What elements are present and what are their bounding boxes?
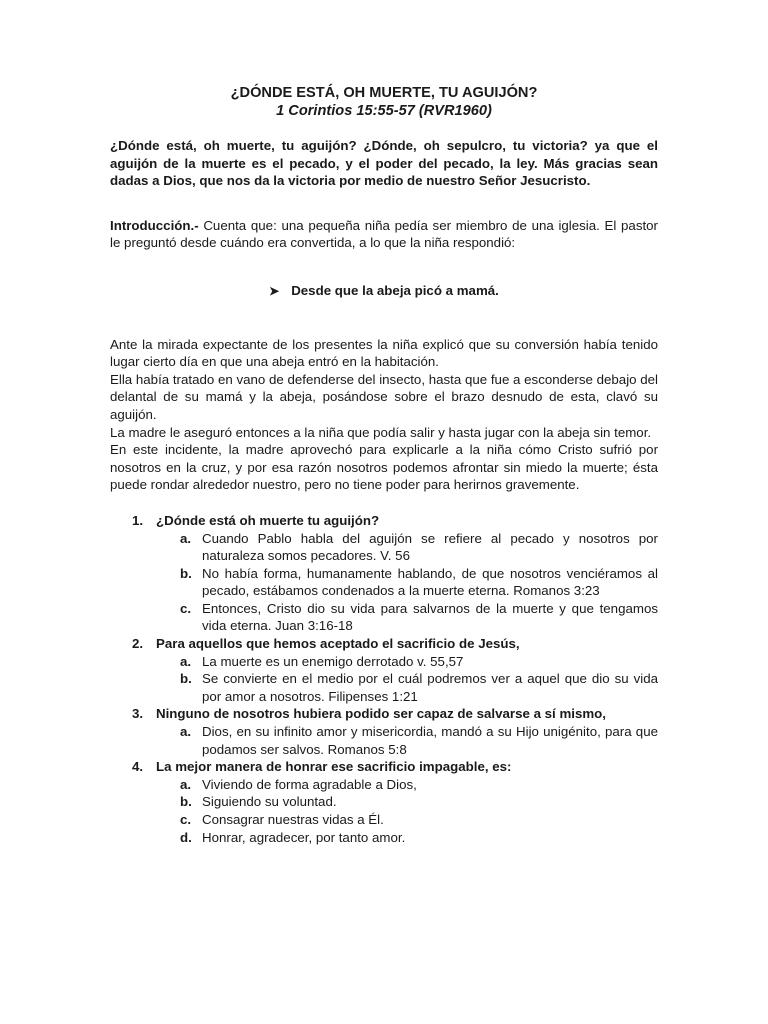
subpoint-text: Dios, en su infinito amor y misericordia, mandó a su Hijo unigénito, para que podamos ser salvos. Romanos 5:8: [202, 724, 658, 757]
subpoint-letter: a.: [180, 776, 192, 792]
subpoint-letter: a.: [180, 653, 192, 669]
outline-subpoint: [156, 670, 658, 705]
subpoint-text: Consagrar nuestras vidas a Él.: [202, 812, 384, 827]
outline-number: 2.: [132, 636, 144, 652]
scripture-verse: ¿Dónde está, oh muerte, tu aguijón? ¿Dónde, oh sepulcro, tu victoria? ya que el aguijón de la muerte es el pecado, y el poder del pecado, la ley. Más gracias sean dadas a Dios, que nos da la victoria por medio de nuestro Señor Jesucristo.: [110, 138, 658, 189]
outline-subpoints: [156, 530, 658, 636]
outline-number: 3.: [132, 706, 144, 722]
outline-subpoint: [156, 723, 658, 758]
outline-subpoint: [156, 811, 658, 829]
subpoint-text: La muerte es un enemigo derrotado v. 55,57: [202, 653, 464, 669]
subpoint-letter: a.: [180, 724, 192, 740]
outline-subpoint: [156, 565, 658, 600]
highlighted-quote: [110, 282, 658, 301]
document-body: [110, 84, 658, 846]
outline-subpoint: [156, 829, 658, 847]
story-paragraph: La madre le aseguró entonces a la niña que podía salir y hasta jugar con la abeja sin temor.: [110, 424, 652, 440]
introduction-label: Introducción.-: [110, 217, 199, 233]
subpoint-text: Honrar, agradecer, por tanto amor.: [202, 829, 406, 845]
subpoint-text: Entonces, Cristo dio su vida para salvarnos de la muerte y que tengamos vida eterna. Juan 3:16-18: [202, 600, 658, 634]
outline-subpoints: [156, 776, 658, 846]
story-paragraph: Ante la mirada expectante de los presentes la niña explicó que su conversión había tenido lugar cierto día en que una abeja entró en la habitación.: [110, 336, 658, 370]
outline-subpoints: [156, 653, 658, 706]
outline-heading: Ninguno de nosotros hubiera podido ser capaz de salvarse a sí mismo,: [156, 706, 606, 722]
outline-subpoint: [156, 653, 658, 671]
outline-subpoint: [156, 793, 658, 811]
outline-subpoint: [156, 600, 658, 635]
outline-heading: La mejor manera de honrar ese sacrificio impagable, es:: [156, 759, 512, 775]
outline-point: [110, 512, 658, 635]
outline-subpoint: [156, 530, 658, 565]
outline-number: 1.: [132, 512, 144, 528]
subpoint-letter: b.: [180, 565, 192, 581]
subpoint-letter: c.: [180, 812, 192, 827]
outline-point: [110, 758, 658, 846]
subpoint-text: Se convierte en el medio por el cuál podremos ver a aquel que dio su vida por amor a nosotros. Filipenses 1:21: [202, 671, 658, 704]
outline-point: [110, 705, 658, 758]
introduction-paragraph: [110, 217, 658, 252]
outline-number: 4.: [132, 759, 144, 775]
subpoint-letter: c.: [180, 600, 192, 616]
subpoint-letter: a.: [180, 530, 192, 546]
arrowhead-right-icon: ➤: [269, 283, 280, 298]
subpoint-letter: d.: [180, 829, 192, 845]
outline-point: [110, 635, 658, 705]
sermon-outline: [110, 512, 658, 846]
subpoint-text: Cuando Pablo habla del aguijón se refiere al pecado y nosotros por naturaleza somos pecadores. V. 56: [202, 530, 658, 564]
story-section: [110, 336, 658, 494]
story-paragraph: Ella había tratado en vano de defenderse del insecto, hasta que fue a esconderse debajo del delantal de su mamá y la abeja, posándose sobre el brazo desnudo de esta, clavó su aguijón.: [110, 371, 658, 422]
subpoint-letter: b.: [180, 794, 192, 810]
outline-subpoints: [156, 723, 658, 758]
outline-heading: Para aquellos que hemos aceptado el sacrificio de Jesús,: [156, 636, 520, 652]
subpoint-text: Siguiendo su voluntad.: [202, 794, 337, 810]
subpoint-letter: b.: [180, 671, 192, 687]
document-title: ¿DÓNDE ESTÁ, OH MUERTE, TU AGUIJÓN?: [230, 85, 538, 101]
outline-heading: ¿Dónde está oh muerte tu aguijón?: [156, 512, 380, 528]
scripture-reference: 1 Corintios 15:55-57 (RVR1960): [276, 103, 492, 119]
subpoint-text: Viviendo de forma agradable a Dios,: [202, 776, 417, 792]
introduction-text: Cuenta que: una pequeña niña pedía ser miembro de una iglesia. El pastor le preguntó desde cuándo era convertida, a lo que la niña respondió:: [110, 217, 658, 251]
story-paragraph: En este incidente, la madre aprovechó para explicarle a la niña cómo Cristo sufrió por nosotros en la cruz, y por esa razón nosotros podemos afrontar sin miedo la muerte; ésta puede rondar alrededor nuestro, pero no tiene poder para herirnos gravemente.: [110, 442, 658, 493]
highlighted-quote-text: Desde que la abeja picó a mamá.: [291, 282, 499, 298]
subpoint-text: No había forma, humanamente hablando, de que nosotros venciéramos al pecado, estábamos condenados a la muerte eterna. Romanos 3:23: [202, 565, 658, 599]
outline-subpoint: [156, 776, 658, 794]
